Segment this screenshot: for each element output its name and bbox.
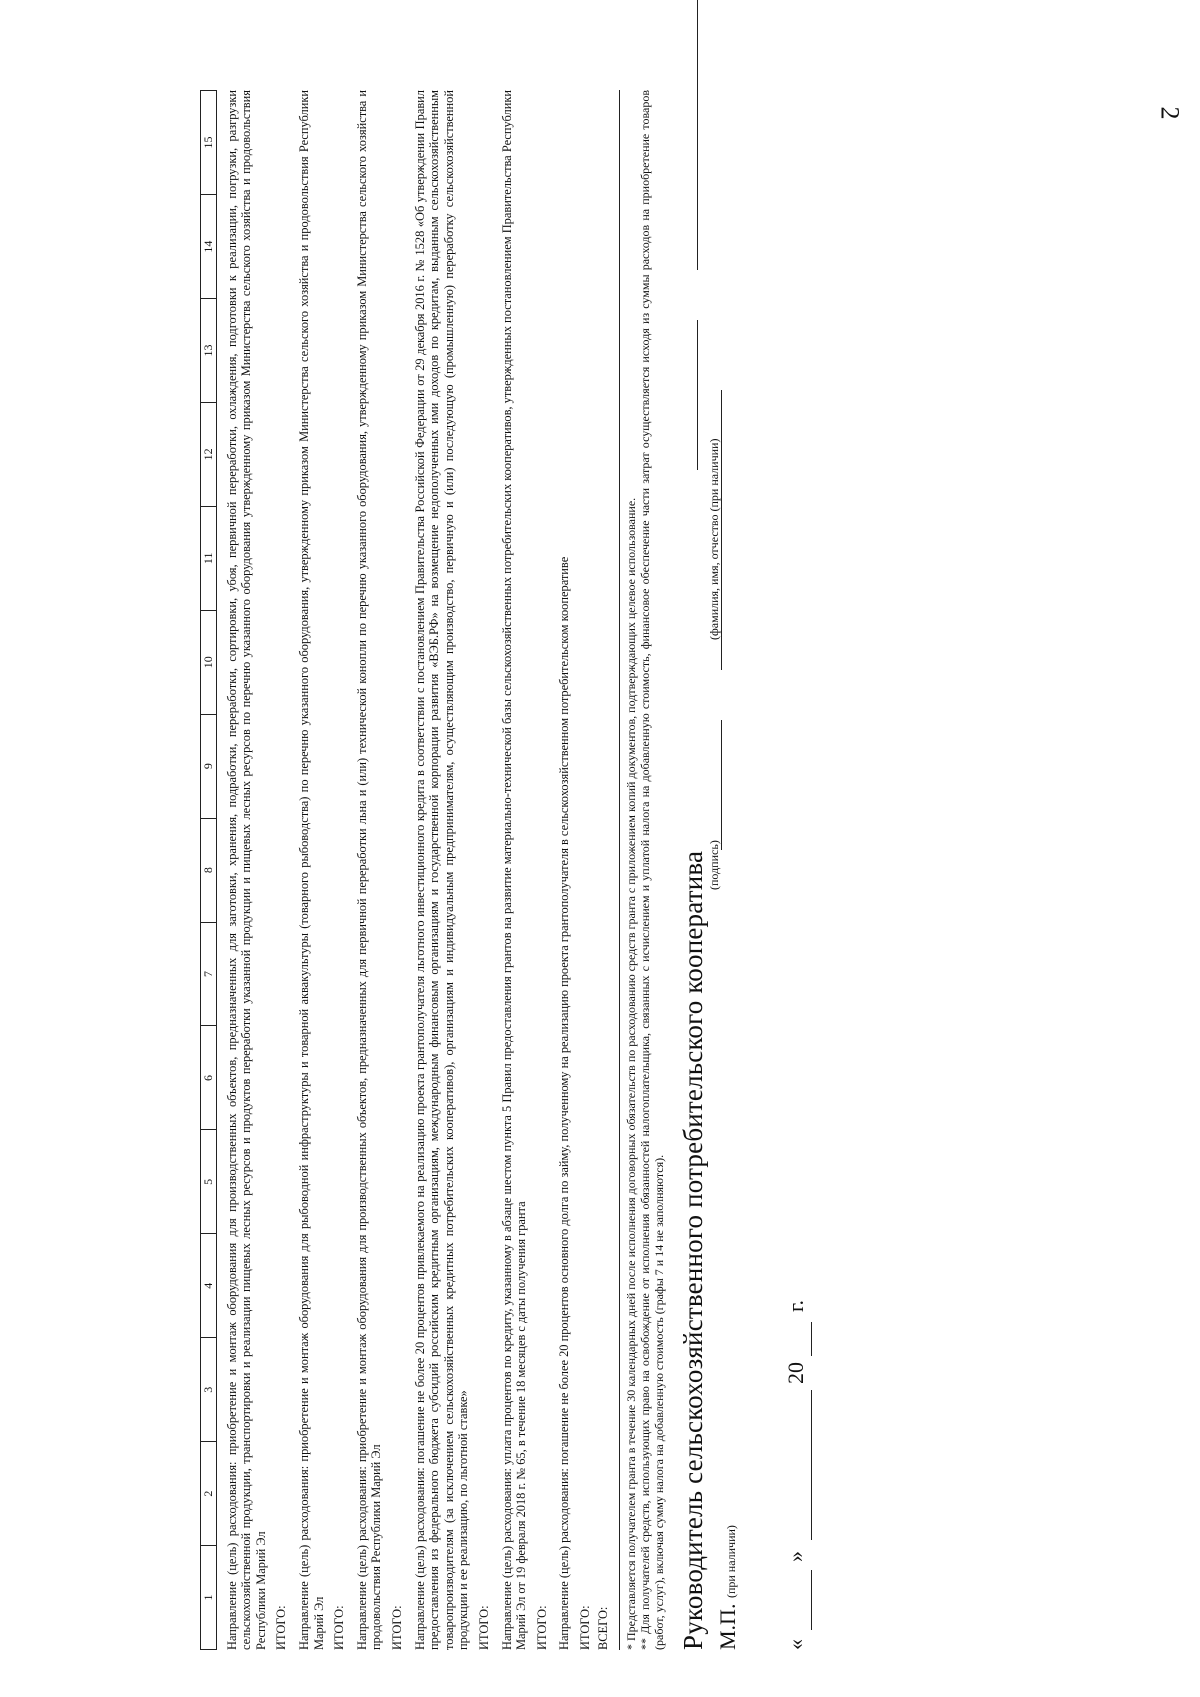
section-6-text: Направление (цель) расходования: погашение не более 20 процентов основного долга по займу, полученному на реализацию проекта грантополучателя в сельскохозяйственном потребительском кооперативе bbox=[557, 556, 572, 1650]
section-4-itogo: ИТОГО: bbox=[476, 1605, 491, 1650]
col-13: 13 bbox=[201, 299, 217, 403]
col-9: 9 bbox=[201, 714, 217, 818]
section-6-itogo: ИТОГО: bbox=[577, 1605, 592, 1650]
stamp-place bbox=[714, 1525, 740, 1650]
signature-row bbox=[703, 90, 749, 1650]
month-blank bbox=[811, 1390, 812, 1540]
footnote-divider bbox=[619, 90, 620, 1650]
section-4-text: Направление (цель) расходования: погашение не более 20 процентов привлекаемого на реализацию проекта грантополучателя льготного инвестиционного кредита в соответствии с постановлением Правительства Российской Федерации от 29 декабря 2016 г. № 1528 «Об утверждении Правил предоставления из федерального бюджета субсидий российским кредитным организациям, международным финансовым организациям и государственной корпорации развития «ВЭБ.РФ» на возмещение недополученных ими доходов по кредитам, выданным сельскохозяйственным товаропроизводителям (за исключением сельскохозяйственных кредитных потребительских кооперативов), организациям и индивидуальным предпринимателям, осуществляющим производство, первичную и (или) последующую (промышленную) переработку сельскохозяйственной продукции и ее реализацию, по льготной ставке» bbox=[412, 90, 471, 1650]
section-2-itogo: ИТОГО: bbox=[332, 1605, 347, 1650]
col-2: 2 bbox=[201, 1442, 217, 1546]
section-2-text: Направление (цель) расходования: приобретение и монтаж оборудования для рыбоводной инфраструктуры и товарной аквакультуры (товарного рыбоводства) по перечню указанного оборудования, утвержденному приказом Министерства сельского хозяйства и продовольствия Республики Марий Эл bbox=[296, 90, 326, 1650]
col-6: 6 bbox=[201, 1026, 217, 1130]
date-open-quote: « bbox=[782, 1639, 808, 1650]
section-1-itogo: ИТОГО: bbox=[274, 1605, 289, 1650]
year-prefix: 20 bbox=[782, 1362, 808, 1384]
col-14: 14 bbox=[201, 195, 217, 299]
col-7: 7 bbox=[201, 922, 217, 1026]
col-8: 8 bbox=[201, 818, 217, 922]
col-1: 1 bbox=[201, 1546, 217, 1650]
day-blank bbox=[811, 1570, 812, 1630]
rotated-document-body bbox=[200, 90, 960, 1650]
footnote-1: * Представляется получателем гранта в течение 30 календарных дней после исполнения договорных обязательств по расходованию средств гранта с приложением копий документов, подтверждающих целевое использование. bbox=[624, 497, 639, 1650]
col-11: 11 bbox=[201, 506, 217, 610]
page-number: 2 bbox=[1155, 106, 1185, 120]
date-close-quote: » bbox=[782, 1551, 808, 1562]
total-label: ВСЕГО: bbox=[596, 1606, 611, 1650]
stamp-note: (при наличии) bbox=[723, 1525, 738, 1599]
section-5-itogo: ИТОГО: bbox=[534, 1605, 549, 1650]
section-3-itogo: ИТОГО: bbox=[389, 1605, 404, 1650]
signature-line bbox=[721, 720, 722, 850]
signature-caption: (подпись) bbox=[706, 840, 721, 890]
col-12: 12 bbox=[201, 402, 217, 506]
year-blank bbox=[811, 1322, 812, 1356]
column-number-header bbox=[200, 90, 217, 1650]
col-3: 3 bbox=[201, 1338, 217, 1442]
section-3-text: Направление (цель) расходования: приобретение и монтаж оборудования для производственных объектов, предназначенных для первичной переработки льна и (или) технической конопли по перечню указанного оборудования, утвержденному приказом Министерства сельского хозяйства и продовольствия Республики Марий Эл bbox=[354, 90, 384, 1650]
year-suffix: г. bbox=[782, 1299, 808, 1312]
stamp-label: М.П. bbox=[714, 1603, 740, 1650]
head-of-cooperative-title: Руководитель сельскохозяйственного потребительского кооператива bbox=[678, 850, 709, 1650]
full-name-caption: (фамилия, имя, отчество (при наличии) bbox=[706, 438, 721, 640]
date-row bbox=[781, 90, 821, 1650]
title-underline-short bbox=[697, 320, 698, 470]
col-4: 4 bbox=[201, 1234, 217, 1338]
title-underline-long bbox=[697, 0, 698, 270]
section-5-text: Направление (цель) расходования: уплата процентов по кредиту, указанному в абзаце шестом пункта 5 Правил предоставления грантов на развитие материально-технической базы сельскохозяйственных потребительских кооперативов, утвержденных постановлением Правительства Республики Марий Эл от 19 февраля 2018 г. № 65, в течение 18 месяцев с даты получения гранта bbox=[499, 90, 529, 1650]
col-15: 15 bbox=[201, 91, 217, 195]
col-5: 5 bbox=[201, 1130, 217, 1234]
col-10: 10 bbox=[201, 610, 217, 714]
section-1-text: Направление (цель) расходования: приобретение и монтаж оборудования для производственных объектов, предназначенных для заготовки, хранения, подработки, переработки, сортировки, убоя, первичной переработки, охлаждения, подготовки к реализации, погрузки, разгрузки сельскохозяйственной продукции, транспортировки и реализации пищевых лесных ресурсов и продуктов переработки указанной продукции и пищевых лесных ресурсов по перечню указанного оборудования утвержденному приказом Министерства сельского хозяйства и продовольствия Республики Марий Эл bbox=[224, 90, 268, 1650]
footnote-2: ** Для получателей средств, использующих право на освобождение от исполнения обязанностей налогоплательщика, связанных с исчислением и уплатой налога на добавленную стоимость, финансовое обеспечение части затрат осуществляется исходя из суммы расходов на приобретение товаров (работ, услуг), включая сумму налога на добавленную стоимость (графы 7 и 14 не заполняются). bbox=[638, 90, 667, 1650]
